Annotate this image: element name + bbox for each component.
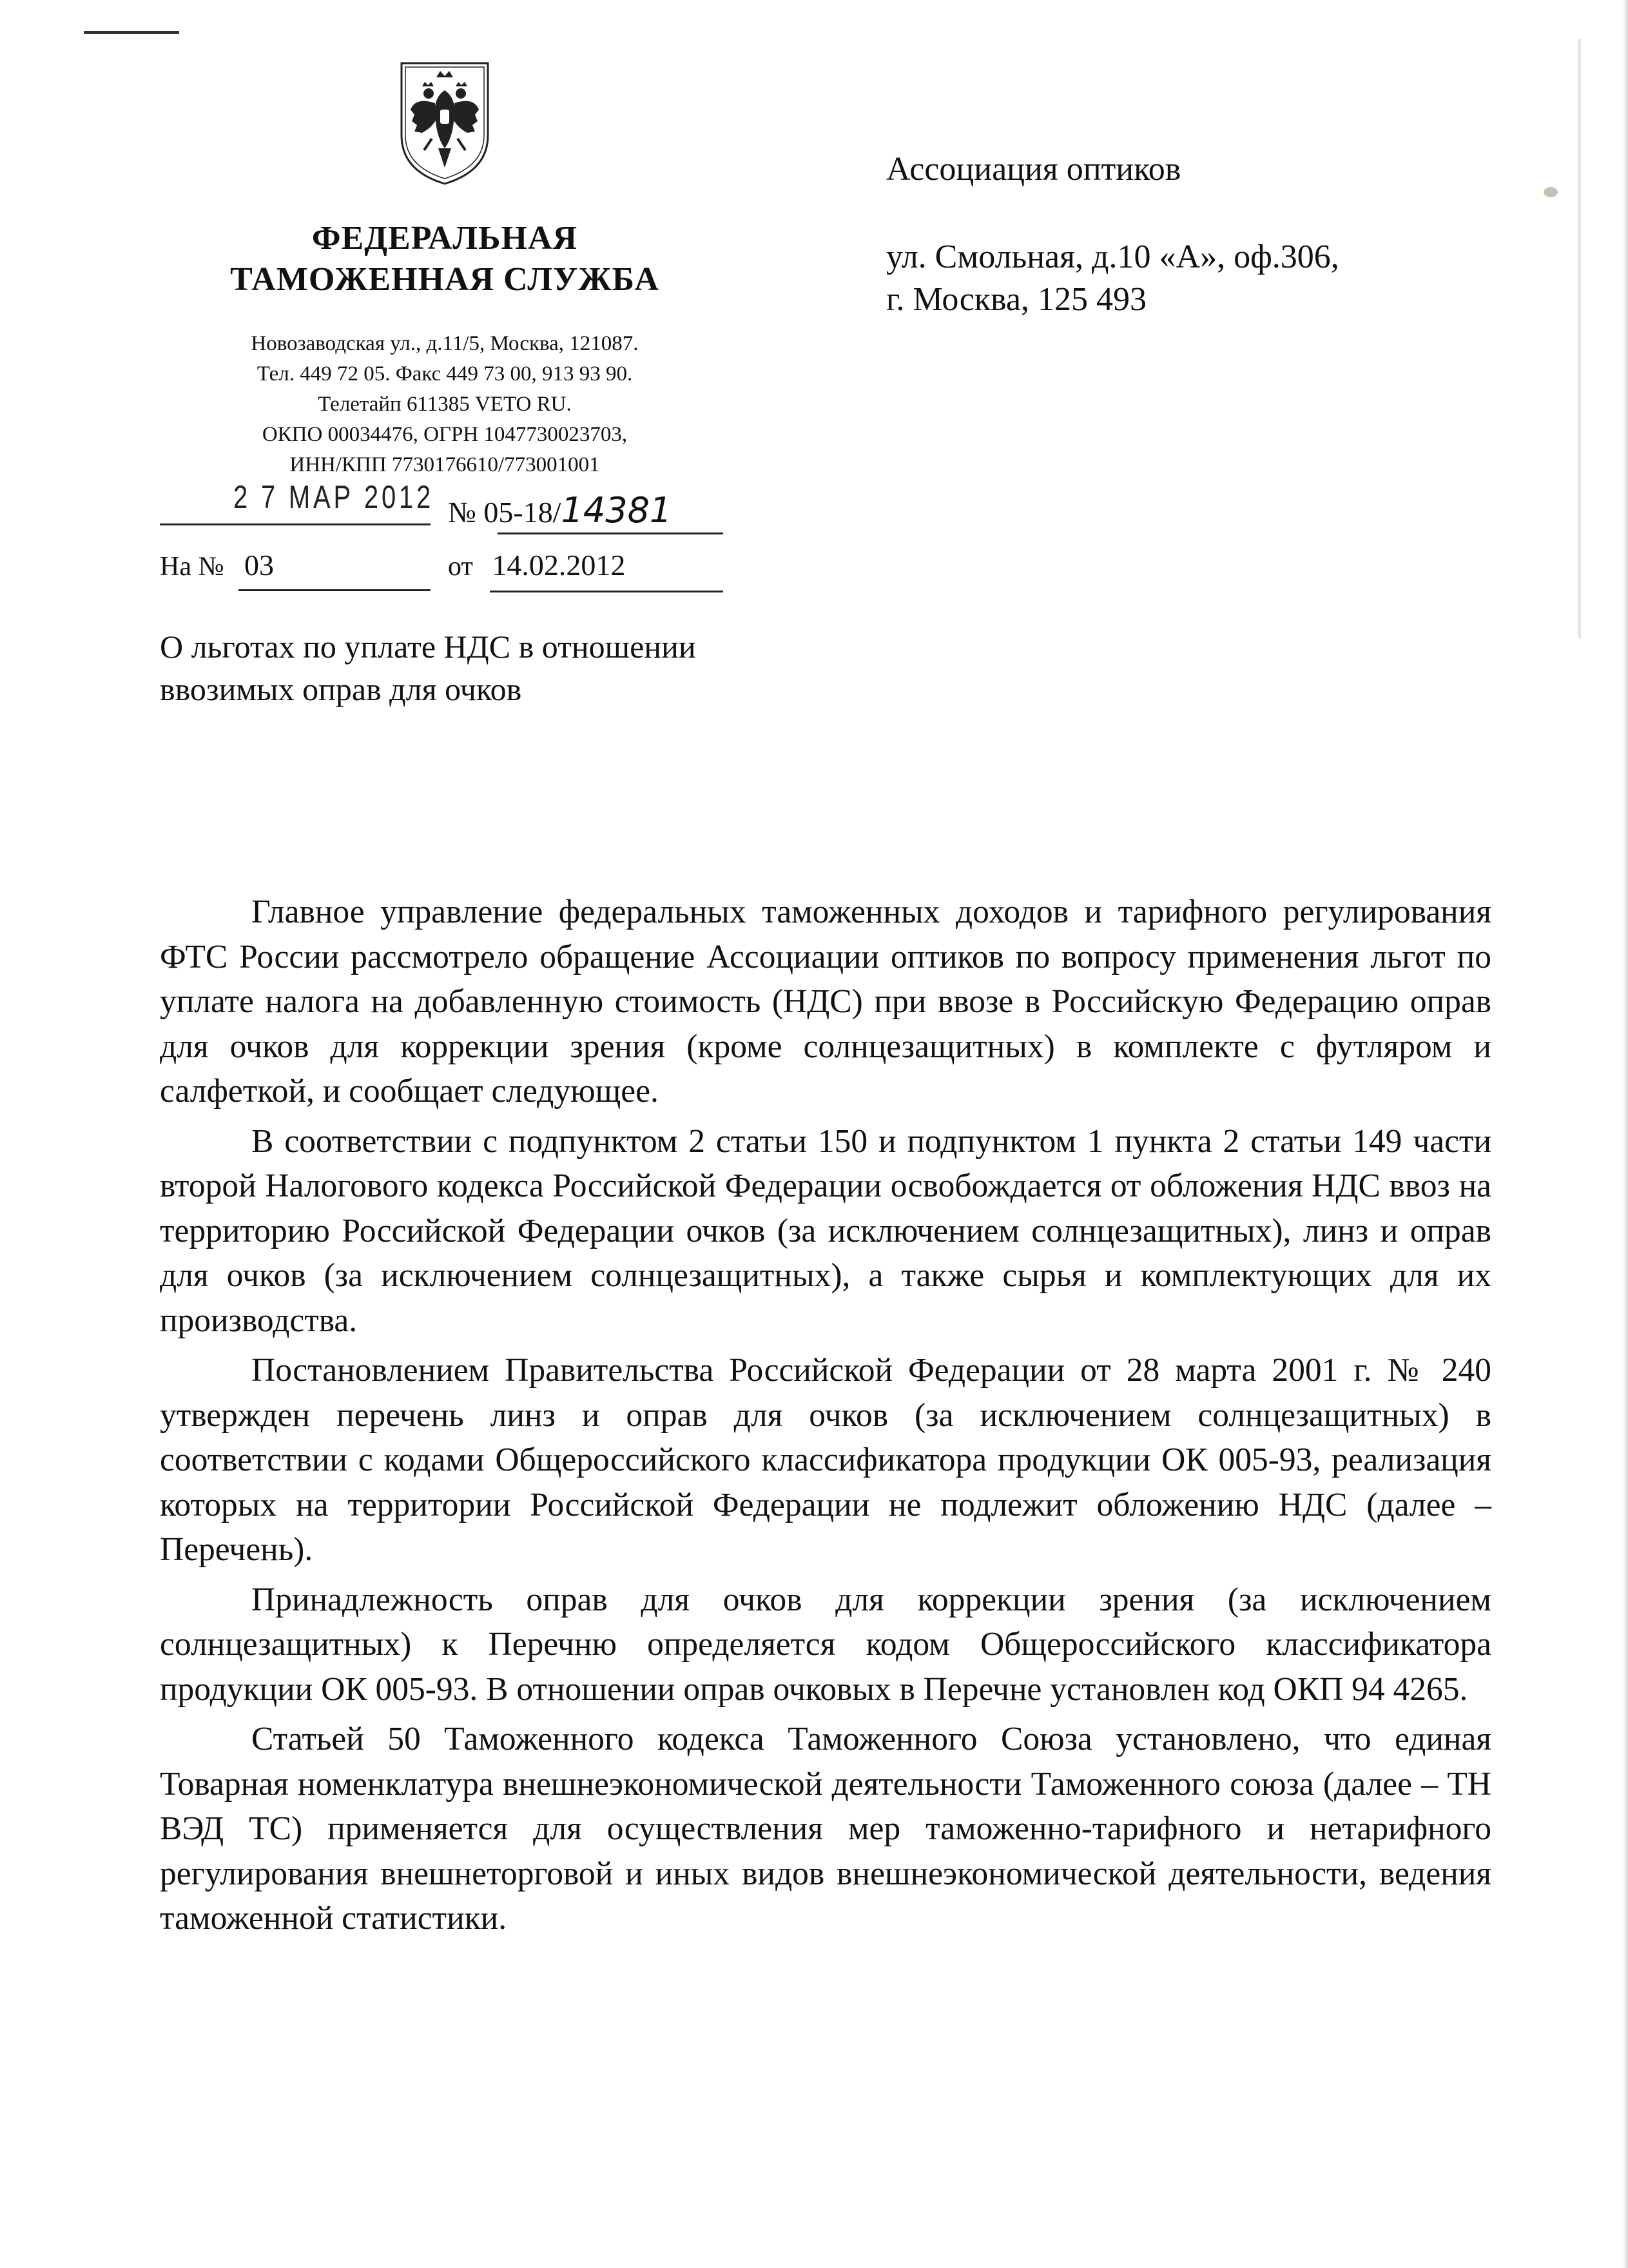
letterhead [155,58,735,480]
reply-number: 03 [244,549,275,582]
contact-okpo-ogrn: ОКПО 00034476, ОГРН 1047730023703, [262,423,628,446]
outgoing-number [448,490,672,531]
number-handwritten: 14381 [561,490,672,531]
double-headed-eagle-emblem-icon [396,58,493,187]
addressee [886,148,1531,321]
date-underline [160,523,431,525]
addressee-address-1: ул. Смольная, д.10 «А», оф.306, [886,239,1339,275]
letter-body [160,890,1491,1946]
reply-label: На № [160,552,224,582]
from-label: от [448,552,473,582]
reply-date [448,548,625,582]
scan-mark-left [1578,39,1581,638]
scan-edge [1623,0,1628,2268]
reply-underline [238,589,431,591]
number-printed: 05-18/ [483,496,561,529]
reply-reference [160,548,274,582]
letter-subject: О льготах по уплате НДС в отношении ввозимых оправ для очков [160,629,696,707]
body-paragraph-3: Постановлением Правительства Российской Федерации от 28 марта 2001 г. № 240 утвержден перечень линз и оправ для очков (за исключением солнцезащитных) в соответствии с кодами Общероссийского классификатора продукции ОК 005-93, реализация которых на территории Российской Федерации не подлежит обложению НДС (далее – Перечень). [160,1352,1491,1568]
body-paragraph-5: Статьей 50 Таможенного кодекса Таможенного Союза установлено, что единая Товарная номенклатура внешнеэкономической деятельности Таможенного союза (далее – ТН ВЭД ТС) применяется для осуществления мер таможенно-тарифного и нетарифного регулирования внешнеторговой и иных видов внешнеэкономической деятельности, ведения таможенной статистики. [160,1721,1491,1937]
contact-inn-kpp: ИНН/КПП 7730176610/773001001 [289,453,600,476]
contact-phone-fax: Тел. 449 72 05. Факс 449 73 00, 913 93 90. [257,362,633,386]
number-label: № [448,496,476,529]
addressee-address-2: г. Москва, 125 493 [886,281,1147,318]
agency-line-1: ФЕДЕРАЛЬНАЯ [311,220,578,257]
body-paragraph-4: Принадлежность оправ для очков для коррекции зрения (за исключением солнцезащитных) к Перечню определяется кодом Общероссийского классификатора продукции ОК 005-93. В отношении оправ очковых в Перечне установлен код ОКП 94 4265. [160,1581,1491,1708]
agency-name [155,218,735,300]
body-paragraph-2: В соответствии с подпунктом 2 статьи 150 и подпунктом 1 пункта 2 статьи 149 части второй Налогового кодекса Российской Федерации освобождается от обложения НДС ввоз на территорию Российской Федерации очков (за исключением солнцезащитных), линз и оправ для очков (за исключением солнцезащитных), а также сырья и комплектующих для их производства. [160,1122,1491,1339]
number-underline [498,533,723,534]
from-date: 14.02.2012 [492,549,626,582]
letterhead-contacts [155,329,735,480]
body-paragraph-1: Главное управление федеральных таможенных доходов и тарифного регулирования ФТС России рассмотрело обращение Ассоциации оптиков по вопросу применения льгот по уплате налога на добавленную стоимость (НДС) при ввозе в Российскую Федерацию оправ для очков для коррекции зрения (кроме солнцезащитных) в комплекте с футляром и салфеткой, и сообщает следующее. [160,894,1491,1110]
agency-line-2: ТАМОЖЕННАЯ СЛУЖБА [230,261,659,298]
contact-teletype: Телетайп 611385 VETO RU. [318,393,572,416]
scan-speck [1544,187,1558,197]
addressee-org: Ассоциация оптиков [886,151,1181,188]
scan-mark-top [84,31,179,34]
from-underline [490,591,723,592]
contact-address: Новозаводская ул., д.11/5, Москва, 121087. [251,332,639,355]
registration-date-stamp: 2 7 МАР 2012 [233,479,434,515]
